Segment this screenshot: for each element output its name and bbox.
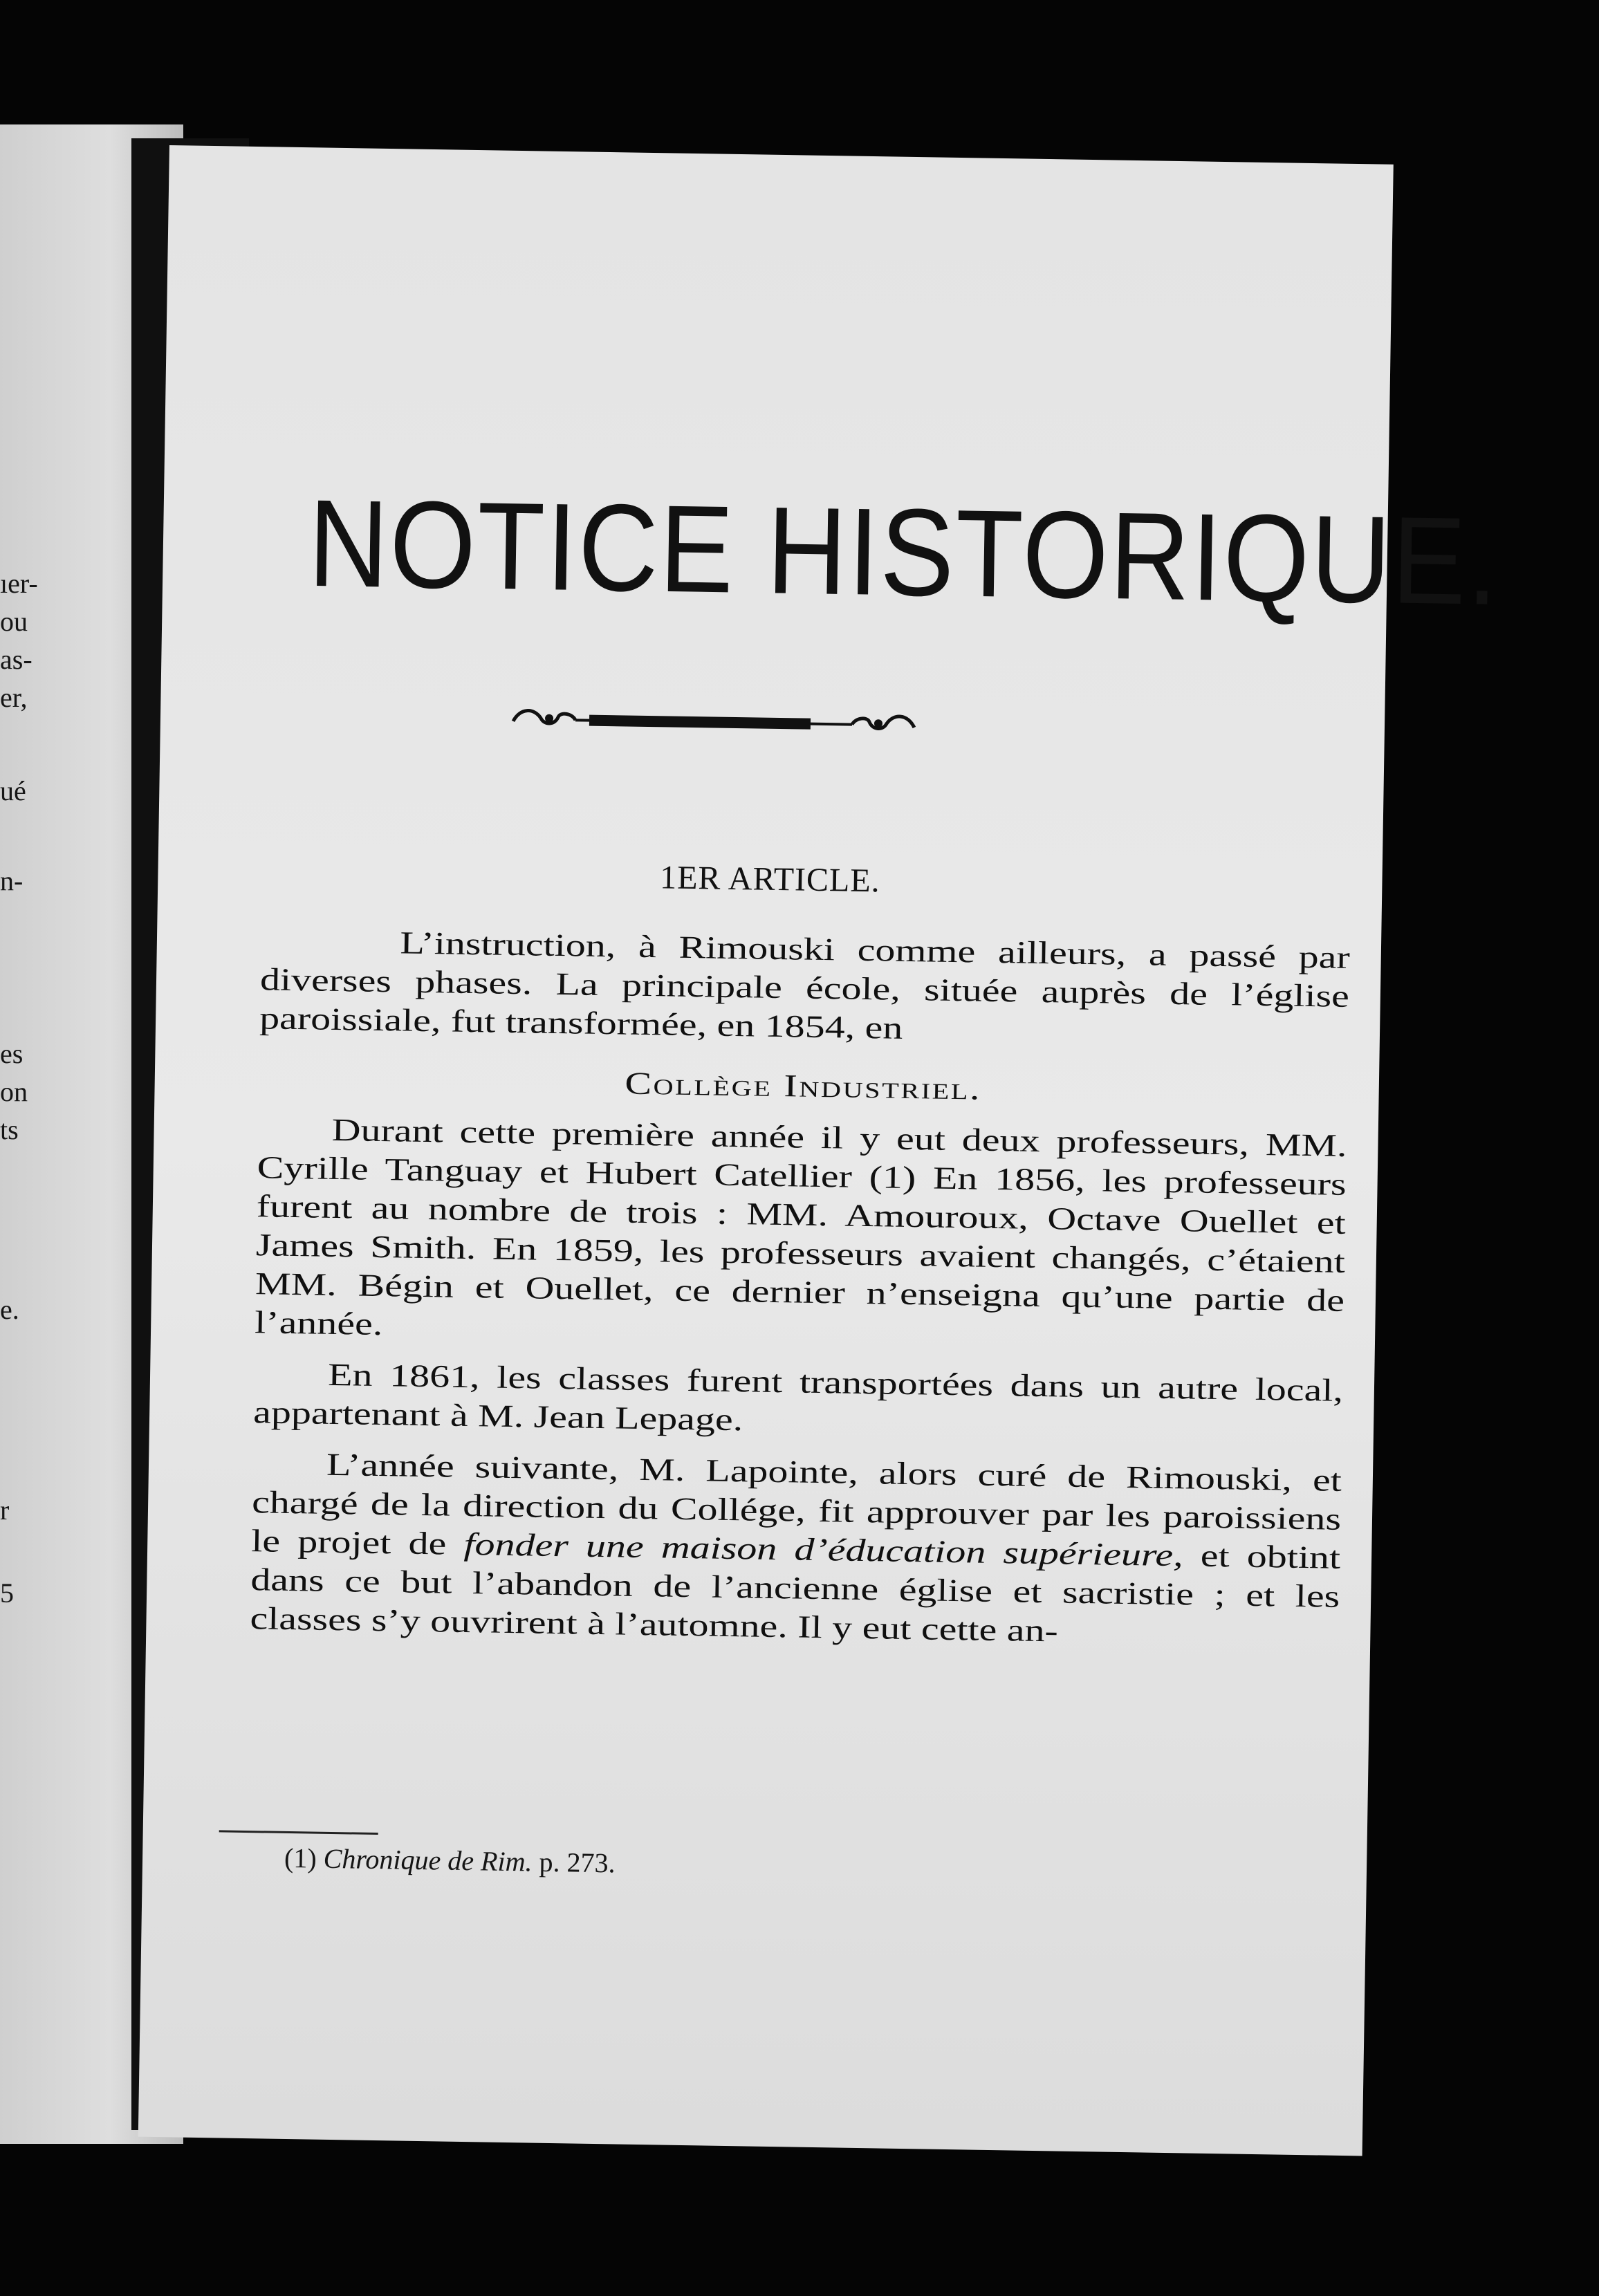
left-fragment: r <box>0 1494 10 1526</box>
body-text <box>250 921 1350 1667</box>
left-fragment: ts <box>0 1114 19 1145</box>
left-fragment: ıer- <box>0 568 38 599</box>
left-fragment: ué <box>0 775 26 806</box>
paragraph: L’instruction, à Rimouski comme ailleurs, a passé par diverses phases. La principale école, située auprès de l’église paroissiale, fut transformée, en 1854, en <box>259 925 1351 1046</box>
section-heading: 1ER ARTICLE. <box>659 859 881 900</box>
left-fragment: e. <box>0 1294 19 1325</box>
left-fragment: er, <box>0 682 28 713</box>
left-fragment: es <box>0 1038 24 1069</box>
left-fragment: 5 <box>0 1577 14 1609</box>
paragraph: En 1861, les classes furent transportées dans un autre local, appartenant à M. Jean Lepage. <box>252 1356 1344 1438</box>
footnote <box>284 1842 1046 1886</box>
paragraph-text: L’année suivante, M. Lapointe, alors curé de Rimouski, et chargé de la direction du Collége, fit approuver par les paroissiens le projet de <box>250 1446 1342 1562</box>
ornament-divider <box>506 697 922 745</box>
page-title: NOTICE HISTORIQUE. <box>307 473 1501 631</box>
footnote-rule <box>219 1830 378 1835</box>
footnote-source: Chronique de Rim. <box>323 1842 533 1878</box>
paragraph <box>250 1444 1342 1655</box>
left-fragment: ou <box>0 606 28 637</box>
left-fragment: on <box>0 1076 28 1107</box>
italic-text: fonder une maison d’éducation supérieure, <box>463 1526 1184 1573</box>
left-fragment: as- <box>0 644 33 675</box>
footnote-marker: (1) <box>284 1842 317 1874</box>
book-page <box>138 145 1501 2156</box>
paragraph: Durant cette première année il y eut deux professeurs, MM. Cyrille Tanguay et Hubert Catellier (1) En 1856, les professeurs furent au nombre de trois : MM. Amouroux, Octave Ouellet et James Smith. En 1859, les professeurs avaient changés, c’étaient MM. Bégin et Ouellet, ce dernier n’enseigna qu’une partie de l’année. <box>254 1111 1347 1342</box>
subheading: Collège Industriel. <box>625 1065 982 1107</box>
paragraph-text: et obtint dans ce but l’abandon de l’ancienne église et sacristie ; et les classes s’y ouvrirent à l’automne. Il y eut cette an- <box>250 1537 1341 1649</box>
left-fragment: n- <box>0 865 24 896</box>
footnote-page: p. 273. <box>532 1846 616 1879</box>
